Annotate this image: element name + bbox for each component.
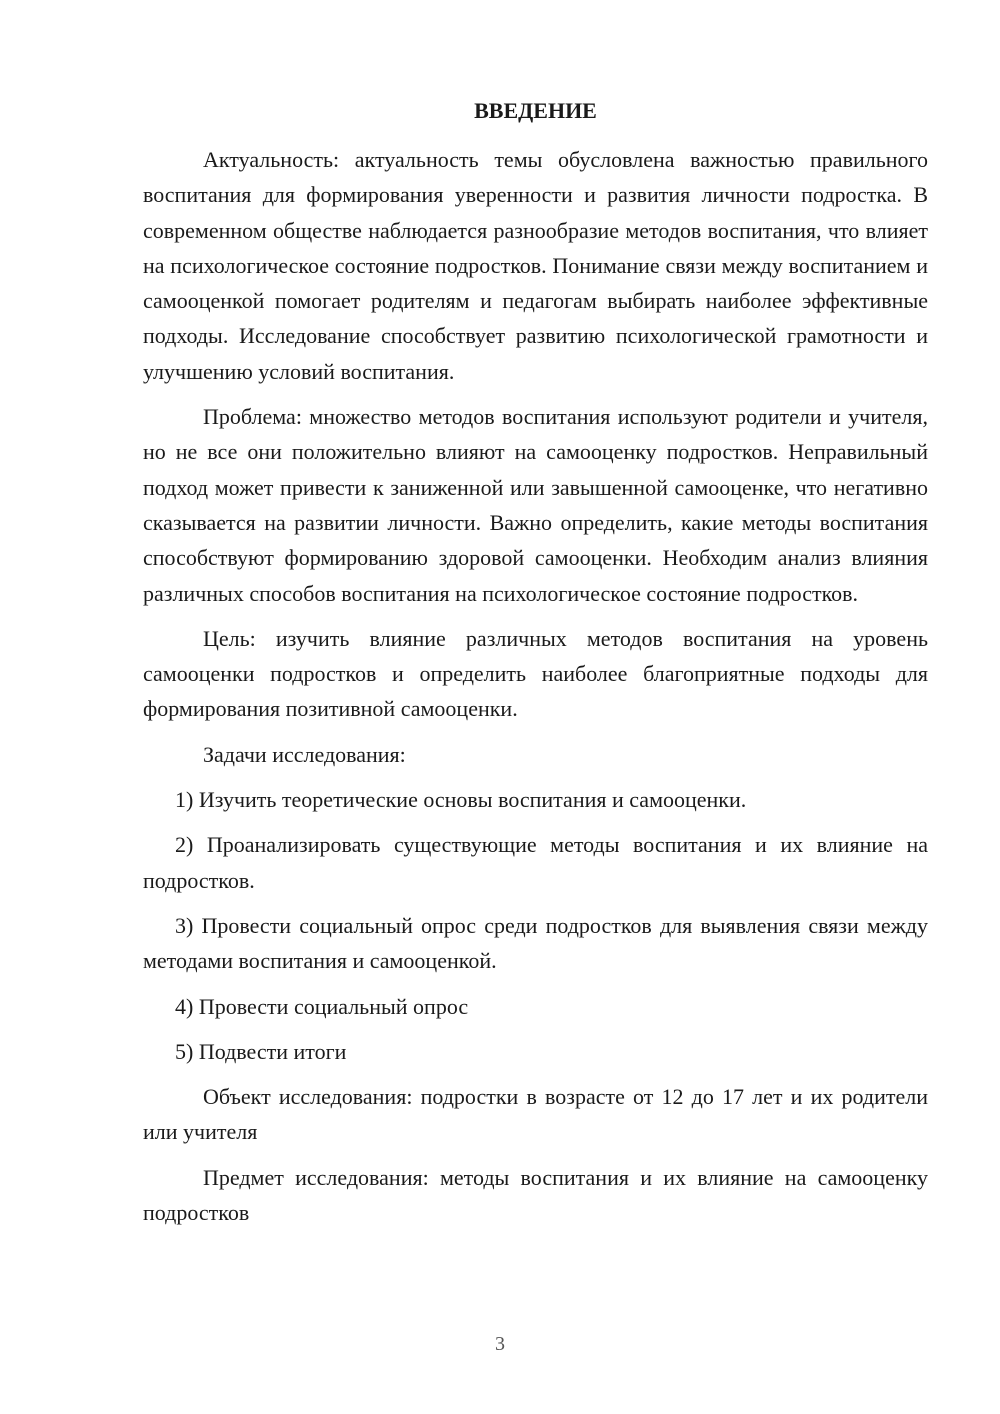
page-number: 3 — [495, 1333, 505, 1355]
goal-paragraph: Цель: изучить влияние различных методов воспитания на уровень самооценки подростков и определить наиболее благоприятные подходы для формирования позитивной самооценки. — [143, 625, 928, 722]
task-item-3: 3) Провести социальный опрос среди подростков для выявления связи между методами воспитания и самооценкой. — [143, 912, 928, 974]
document-body — [143, 142, 928, 1240]
research-subject-paragraph: Предмет исследования: методы воспитания и их влияние на самооценку подростков — [143, 1164, 928, 1226]
research-object-paragraph: Объект исследования: подростки в возрасте от 12 до 17 лет и их родители или учителя — [143, 1084, 928, 1145]
task-item-2: 2) Проанализировать существующие методы воспитания и их влияние на подростков. — [143, 832, 928, 893]
task-item-5: 5) Подвести итоги — [175, 1038, 347, 1064]
task-item-4: 4) Провести социальный опрос — [175, 993, 469, 1019]
problem-paragraph: Проблема: множество методов воспитания используют родители и учителя, но не все они положительно влияют на самооценку подростков. Неправильный подход может привести к заниженной или завышенной самооценке, что негативно сказывается на развитии личности. Важно определить, какие методы воспитания способствуют формированию здоровой самооценки. Необходим анализ влияния различных способов воспитания на психологическое состояние подростков. — [143, 404, 928, 606]
page-title: ВВЕДЕНИЕ — [474, 98, 597, 123]
tasks-heading: Задачи исследования: — [203, 741, 406, 767]
relevance-paragraph: Актуальность: актуальность темы обусловлена важностью правильного воспитания для формирования уверенности и развития личности подростка. В современном обществе наблюдается разнообразие методов воспитания, что влияет на психологическое состояние подростков. Понимание связи между воспитанием и самооценкой помогает родителям и педагогам выбирать наиболее эффективные подходы. Исследование способствует развитию психологической грамотности и улучшению условий воспитания. — [143, 147, 928, 384]
task-item-1: 1) Изучить теоретические основы воспитания и самооценки. — [175, 787, 747, 813]
